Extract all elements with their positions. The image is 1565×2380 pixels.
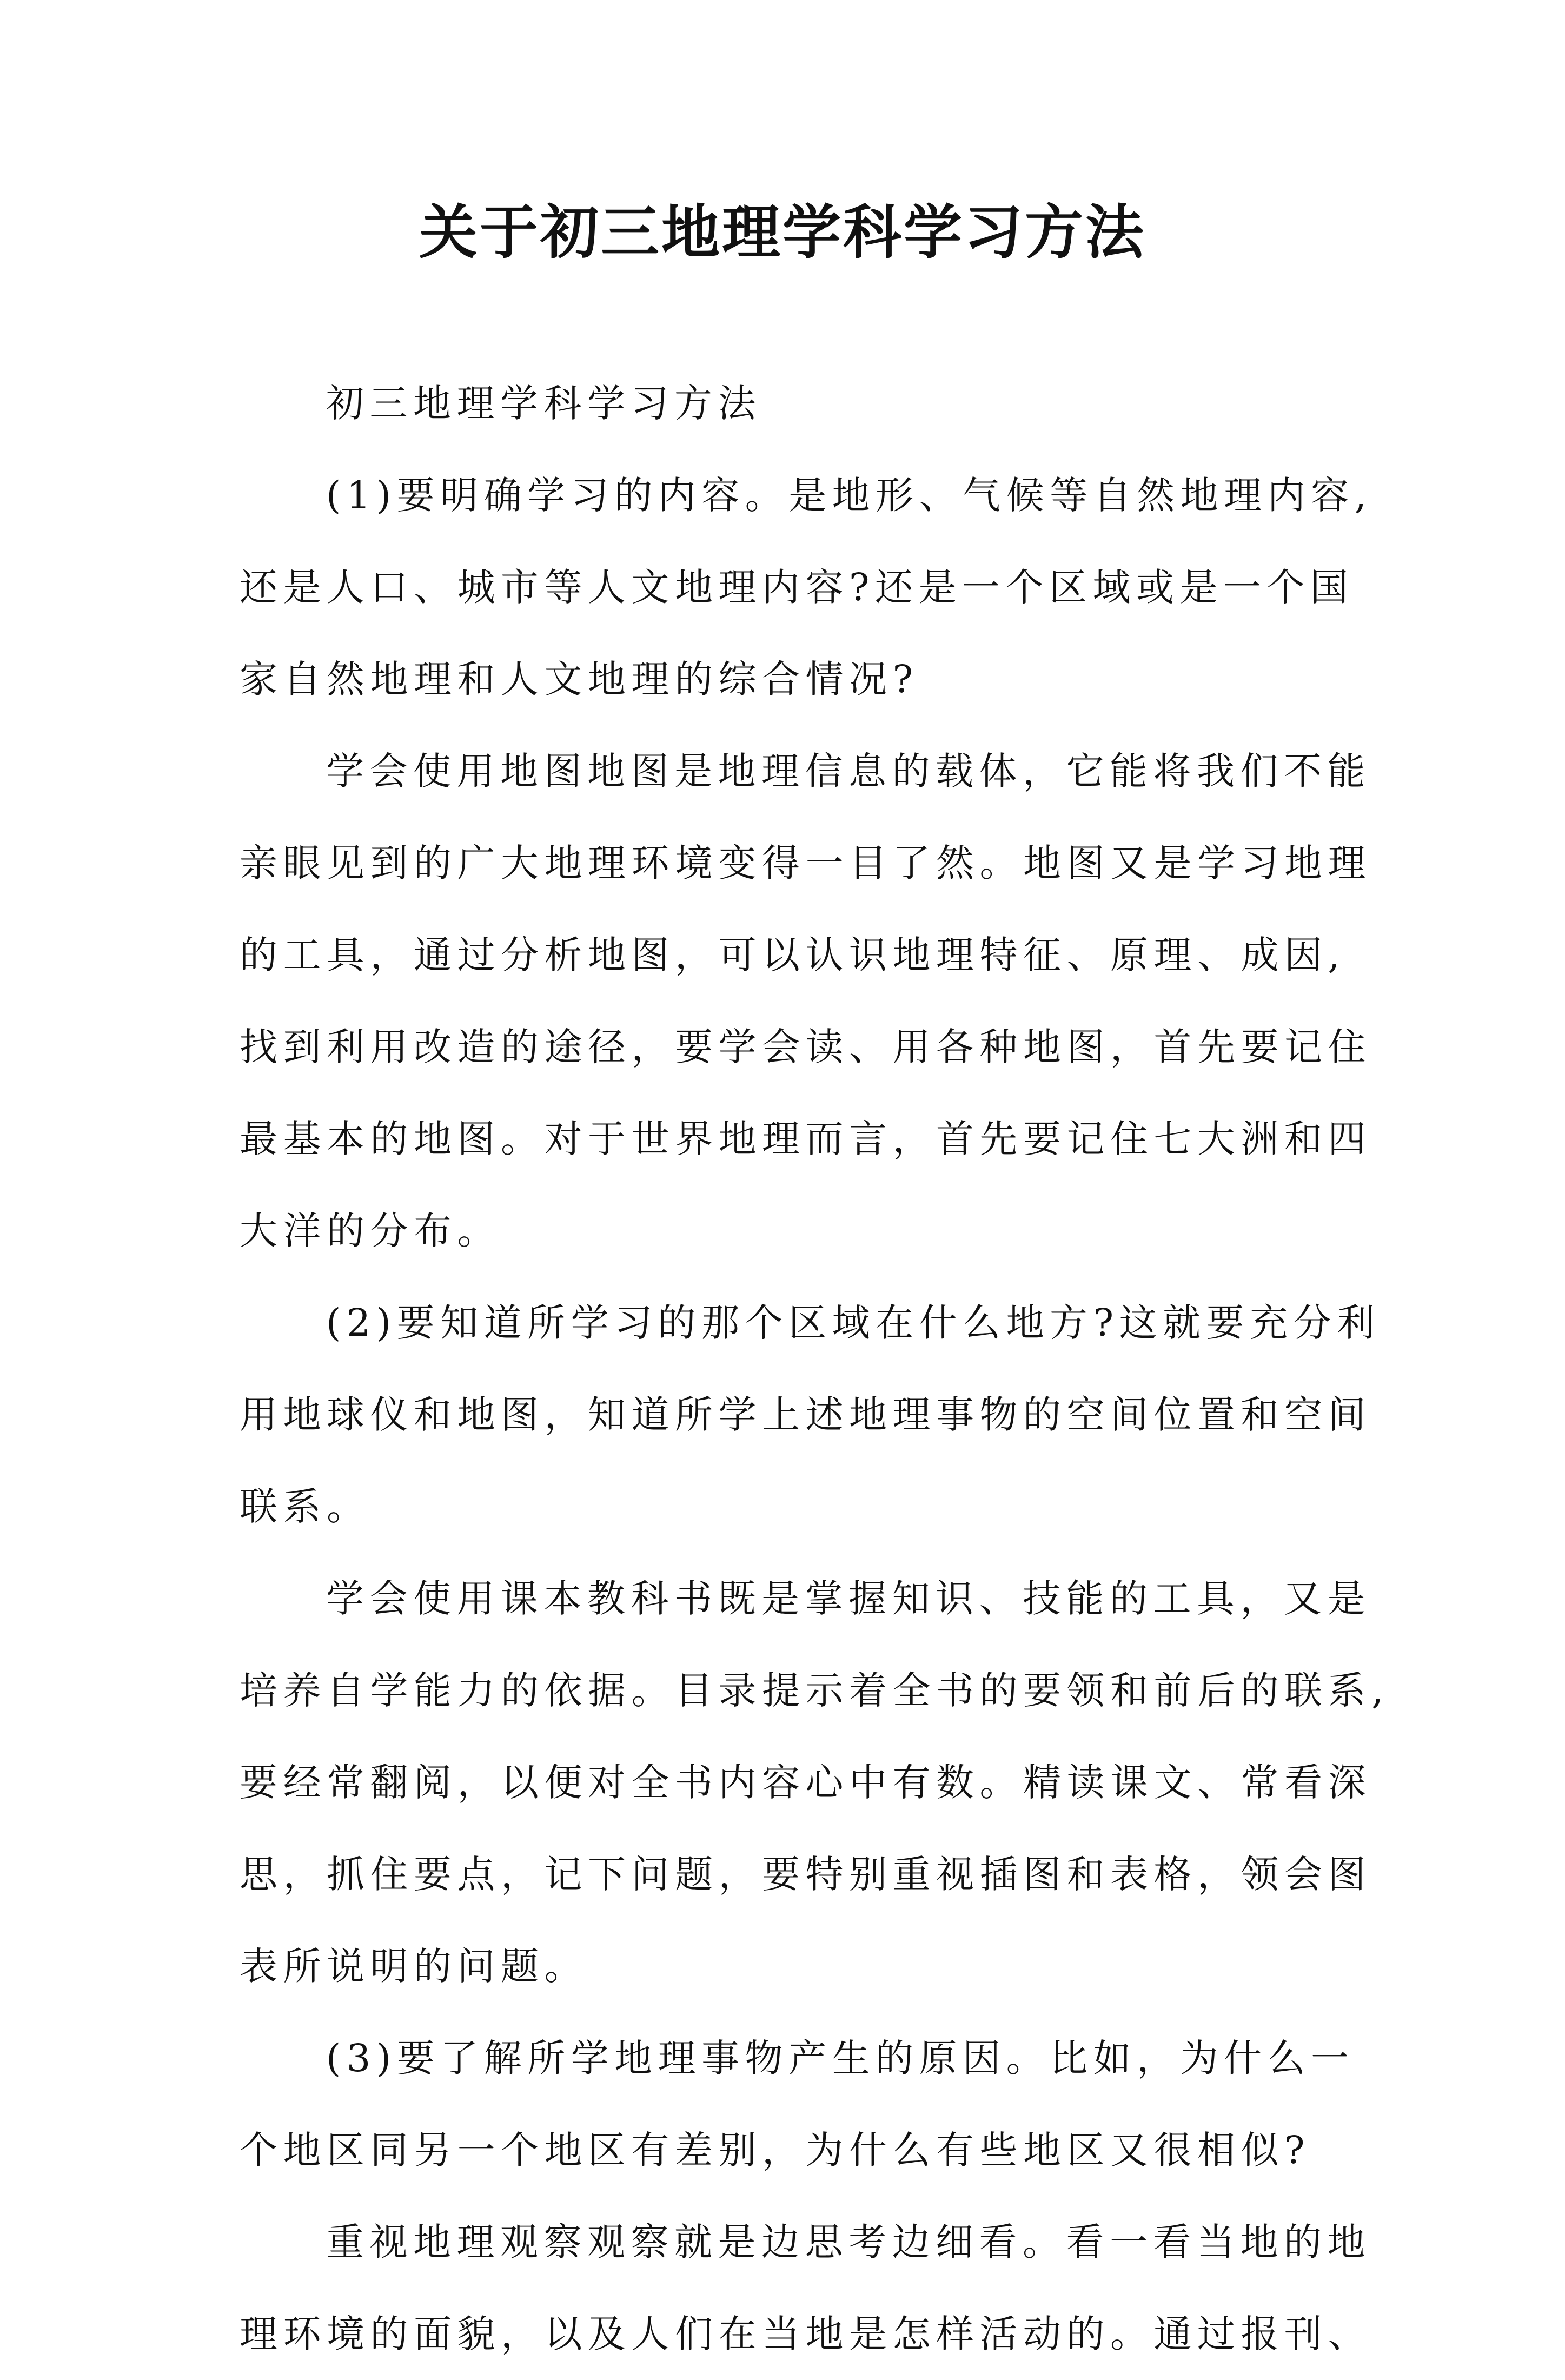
text-line: 联系。 <box>240 1484 370 1529</box>
text-line: 家自然地理和人文地理的综合情况? <box>240 657 919 701</box>
text-line: 学会使用地图地图是地理信息的载体，它能将我们不能 <box>326 749 1371 793</box>
text-line: 思，抓住要点，记下问题，要特别重视插图和表格，领会图 <box>240 1852 1371 1897</box>
document-body <box>240 357 1389 2380</box>
paragraph <box>240 1553 1389 2012</box>
text-line: 大洋的分布。 <box>240 1209 501 1253</box>
text-line: 理环境的面貌，以及人们在当地是怎样活动的。通过报刊、 <box>240 2312 1371 2356</box>
paragraph <box>240 449 1372 725</box>
text-line: 学会使用课本教科书既是掌握知识、技能的工具，又是 <box>326 1576 1371 1621</box>
text-line: 要经常翻阅，以便对全书内容心中有数。精读课文、常看深 <box>240 1760 1371 1805</box>
paragraph <box>240 2012 1355 2196</box>
text-line: 初三地理学科学习方法 <box>326 381 761 426</box>
paragraph <box>240 725 1371 1277</box>
text-line: 重视地理观察观察就是边思考边细看。看一看当地的地 <box>326 2220 1371 2264</box>
text-line: 用地球仪和地图，知道所学上述地理事物的空间位置和空间 <box>240 1393 1371 1437</box>
text-line: 个地区同另一个地区有差别，为什么有些地区又很相似? <box>240 2128 1311 2172</box>
text-line: (1)要明确学习的内容。是地形、气候等自然地理内容, <box>326 473 1372 518</box>
document-title: 关于初三地理学科学习方法 <box>419 198 1146 267</box>
text-line: (3)要了解所学地理事物产生的原因。比如，为什么一 <box>326 2036 1355 2080</box>
text-line: 表所说明的问题。 <box>240 1944 588 1988</box>
text-line: 培养自学能力的依据。目录提示着全书的要领和前后的联系, <box>240 1668 1389 1713</box>
text-line: 最基本的地图。对于世界地理而言，首先要记住七大洲和四 <box>240 1117 1371 1161</box>
paragraph <box>240 2196 1371 2380</box>
text-line: 找到利用改造的途径，要学会读、用各种地图，首先要记住 <box>240 1025 1371 1069</box>
text-line: 亲眼见到的广大地理环境变得一目了然。地图又是学习地理 <box>240 841 1371 885</box>
text-line: 的工具，通过分析地图，可以认识地理特征、原理、成因, <box>240 933 1346 977</box>
paragraph <box>240 1277 1381 1553</box>
paragraph <box>240 357 1337 449</box>
text-line: 还是人口、城市等人文地理内容?还是一个区域或是一个国 <box>240 565 1354 609</box>
text-line: (2)要知道所学习的那个区域在什么地方?这就要充分利 <box>326 1301 1381 1345</box>
